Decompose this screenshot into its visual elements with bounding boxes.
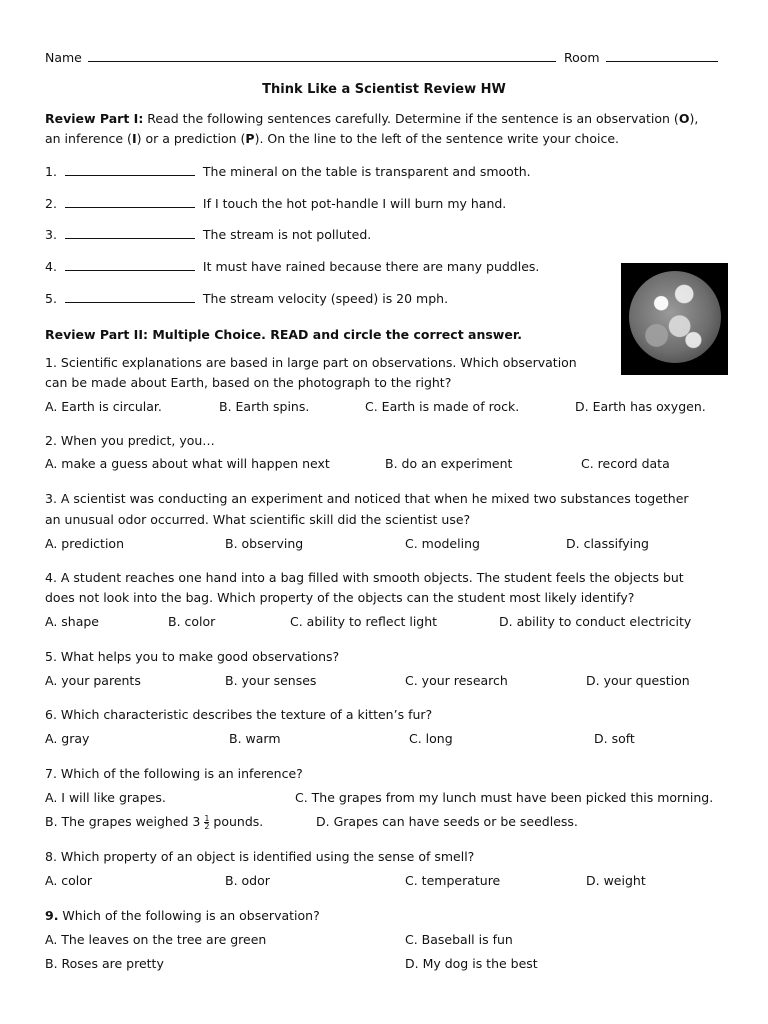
choice-c[interactable]: C. long — [409, 731, 453, 746]
item-number: 4. — [45, 259, 57, 274]
list-item — [45, 290, 448, 306]
question-text — [45, 908, 320, 923]
choice-b-text: pounds. — [209, 814, 264, 829]
name-label: Name — [45, 50, 82, 65]
answer-blank[interactable] — [65, 163, 195, 176]
question-text: does not look into the bag. Which property of the objects can the student most likely identify? — [45, 590, 635, 605]
choice-b[interactable]: B. observing — [225, 536, 304, 551]
choice-b-text: B. The grapes weighed 3 — [45, 814, 205, 829]
choice-c[interactable]: C. temperature — [405, 873, 501, 888]
list-item — [45, 163, 531, 179]
part2-heading: Review Part II: Multiple Choice. READ and circle the correct answer. — [45, 327, 522, 342]
choice-c[interactable]: C. modeling — [405, 536, 480, 551]
answer-blank[interactable] — [65, 258, 195, 271]
question-text: can be made about Earth, based on the photograph to the right? — [45, 375, 452, 390]
choice-d[interactable]: D. ability to conduct electricity — [499, 614, 692, 629]
item-number: 1. — [45, 164, 57, 179]
question-text: 8. Which property of an object is identified using the sense of smell? — [45, 849, 475, 864]
question-text: 1. Scientific explanations are based in large part on observations. Which observation — [45, 355, 577, 370]
choice-c[interactable]: C. ability to reflect light — [290, 614, 438, 629]
part1-instructions-line2 — [45, 131, 619, 146]
choice-b[interactable] — [45, 814, 263, 830]
room-blank[interactable] — [606, 49, 718, 62]
part1-text: ) or a prediction ( — [136, 131, 246, 146]
part1-heading: Review Part I: — [45, 111, 144, 126]
part1-text: ). On the line to the left of the sentence write your choice. — [254, 131, 620, 146]
choice-b[interactable]: B. Roses are pretty — [45, 956, 164, 971]
choice-d[interactable]: D. soft — [594, 731, 635, 746]
item-text: The mineral on the table is transparent and smooth. — [202, 164, 531, 179]
choice-c[interactable]: C. The grapes from my lunch must have been picked this morning. — [295, 790, 714, 805]
choice-c[interactable]: C. your research — [405, 673, 508, 688]
choice-b[interactable]: B. do an experiment — [385, 456, 513, 471]
part1-text: Read the following sentences carefully. Determine if the sentence is an observation ( — [143, 111, 679, 126]
choice-a[interactable]: A. your parents — [45, 673, 141, 688]
choice-b[interactable]: B. Earth spins. — [219, 399, 310, 414]
page-title: Think Like a Scientist Review HW — [262, 82, 506, 97]
fraction-denominator: 2 — [204, 822, 210, 831]
choice-d[interactable]: D. My dog is the best — [405, 956, 538, 971]
question-text: 6. Which characteristic describes the texture of a kitten’s fur? — [45, 707, 433, 722]
choice-d[interactable]: D. classifying — [566, 536, 649, 551]
name-field[interactable] — [45, 49, 556, 65]
choice-a[interactable]: A. Earth is circular. — [45, 399, 162, 414]
choice-a[interactable]: A. color — [45, 873, 93, 888]
choice-c[interactable]: C. Baseball is fun — [405, 932, 513, 947]
question-number: 9. — [45, 908, 59, 923]
earth-globe-icon — [629, 271, 721, 363]
choice-b[interactable]: B. your senses — [225, 673, 317, 688]
question-text: 2. When you predict, you… — [45, 433, 215, 448]
item-text: It must have rained because there are many puddles. — [202, 259, 540, 274]
part1-text: an inference ( — [45, 131, 132, 146]
code-p: P — [245, 131, 255, 146]
choice-a[interactable]: A. The leaves on the tree are green — [45, 932, 267, 947]
answer-blank[interactable] — [65, 195, 195, 208]
choice-a[interactable]: A. make a guess about what will happen next — [45, 456, 330, 471]
list-item — [45, 226, 371, 242]
answer-blank[interactable] — [65, 290, 195, 303]
room-label: Room — [564, 50, 600, 65]
choice-b[interactable]: B. warm — [229, 731, 281, 746]
question-text: 4. A student reaches one hand into a bag filled with smooth objects. The student feels the objects but — [45, 570, 684, 585]
item-number: 3. — [45, 227, 57, 242]
part1-instructions-line1 — [45, 111, 698, 126]
part1-text: ), — [689, 111, 699, 126]
question-text: 7. Which of the following is an inference? — [45, 766, 303, 781]
item-text: If I touch the hot pot-handle I will burn my hand. — [202, 196, 507, 211]
question-text: 3. A scientist was conducting an experiment and noticed that when he mixed two substances together — [45, 491, 689, 506]
choice-b[interactable]: B. odor — [225, 873, 270, 888]
room-field[interactable] — [564, 49, 718, 65]
question-text: an unusual odor occurred. What scientific skill did the scientist use? — [45, 512, 471, 527]
code-i: I — [131, 131, 137, 146]
choice-c[interactable]: C. Earth is made of rock. — [365, 399, 520, 414]
list-item — [45, 258, 539, 274]
earth-photo — [621, 263, 728, 375]
choice-d[interactable]: D. your question — [586, 673, 690, 688]
choice-d[interactable]: D. Grapes can have seeds or be seedless. — [316, 814, 578, 829]
choice-a[interactable]: A. I will like grapes. — [45, 790, 166, 805]
list-item — [45, 195, 506, 211]
answer-blank[interactable] — [65, 226, 195, 239]
code-o: O — [678, 111, 690, 126]
question-body: Which of the following is an observation? — [58, 908, 320, 923]
choice-d[interactable]: D. Earth has oxygen. — [575, 399, 706, 414]
choice-a[interactable]: A. prediction — [45, 536, 124, 551]
item-number: 2. — [45, 196, 57, 211]
item-text: The stream is not polluted. — [202, 227, 372, 242]
choice-c[interactable]: C. record data — [581, 456, 670, 471]
choice-b[interactable]: B. color — [168, 614, 216, 629]
fraction-numerator: 1 — [204, 814, 210, 823]
choice-a[interactable]: A. shape — [45, 614, 99, 629]
item-text: The stream velocity (speed) is 20 mph. — [202, 291, 449, 306]
choice-a[interactable]: A. gray — [45, 731, 90, 746]
question-text: 5. What helps you to make good observations? — [45, 649, 340, 664]
name-blank[interactable] — [88, 49, 556, 62]
item-number: 5. — [45, 291, 57, 306]
choice-d[interactable]: D. weight — [586, 873, 646, 888]
